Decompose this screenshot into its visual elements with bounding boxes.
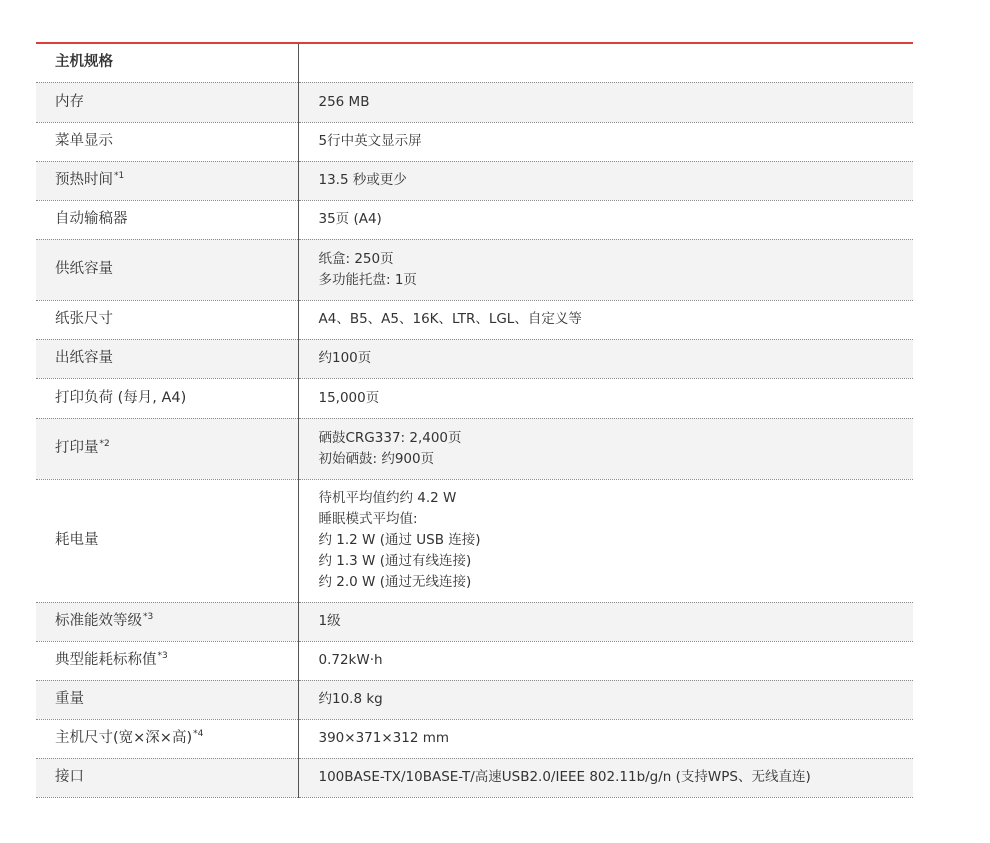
footnote-marker: *1 (114, 171, 125, 182)
section-title: 主机规格 (36, 43, 298, 82)
table-row (36, 479, 913, 602)
spec-label (36, 418, 298, 479)
spec-value-line: 待机平均值约约 4.2 W (318, 490, 457, 506)
spec-value (298, 602, 913, 641)
spec-label (36, 161, 298, 200)
spec-label (36, 300, 298, 339)
spec-value-line: 15,000页 (318, 389, 380, 406)
spec-table-body (36, 43, 913, 797)
footnote-marker: *3 (157, 651, 168, 662)
spec-value (298, 161, 913, 200)
table-row (36, 300, 913, 339)
spec-value (298, 719, 913, 758)
spec-value-line: 约 1.2 W (通过 USB 连接) (318, 532, 481, 548)
spec-value-line: 约 1.3 W (通过有线连接) (318, 553, 472, 569)
spec-label (36, 82, 298, 122)
spec-value (298, 378, 913, 418)
table-row (36, 602, 913, 641)
spec-value-line: 硒鼓CRG337: 2,400页 (318, 429, 462, 446)
spec-label-text: 纸张尺寸 (55, 311, 113, 327)
spec-value-line: 初始硒鼓: 约900页 (318, 450, 435, 467)
spec-value-line: 0.72kW·h (318, 652, 383, 668)
table-header-row (36, 43, 913, 82)
spec-value (298, 122, 913, 161)
spec-label (36, 641, 298, 680)
table-row (36, 122, 913, 161)
spec-label (36, 378, 298, 418)
table-row (36, 719, 913, 758)
spec-label (36, 758, 298, 797)
section-title-value (298, 43, 913, 82)
spec-label (36, 200, 298, 239)
spec-value-line: 约100页 (318, 350, 372, 366)
spec-table (36, 42, 913, 798)
spec-label-text: 自动输稿器 (55, 211, 128, 227)
spec-value-line: 1级 (318, 613, 341, 629)
footnote-marker: *2 (99, 439, 110, 450)
spec-value-line: 390×371×312 mm (318, 730, 450, 746)
table-row (36, 758, 913, 797)
spec-value (298, 479, 913, 602)
spec-label-text: 重量 (55, 691, 84, 707)
spec-label-text: 标准能效等级 (55, 613, 142, 629)
spec-label-text: 典型能耗标称值 (55, 652, 157, 668)
spec-label-text: 打印负荷 (每月, A4) (55, 389, 187, 406)
table-row (36, 641, 913, 680)
spec-value-line: 100BASE-TX/10BASE-T/高速USB2.0/IEEE 802.11b/g/n (支持WPS、无线直连) (318, 769, 811, 785)
spec-value-line: 多功能托盘: 1页 (318, 271, 417, 288)
spec-value-line: 256 MB (318, 93, 370, 110)
spec-value-line: 睡眠模式平均值: (318, 511, 418, 527)
spec-label-text: 主机尺寸(宽×深×高) (55, 730, 193, 746)
spec-label-text: 打印量 (55, 440, 99, 456)
footnote-marker: *3 (143, 612, 154, 623)
table-row (36, 378, 913, 418)
spec-value-line: 5行中英文显示屏 (318, 133, 422, 149)
table-row (36, 239, 913, 300)
table-row (36, 161, 913, 200)
spec-label-text: 内存 (55, 93, 84, 110)
spec-label-text: 预热时间 (55, 172, 113, 188)
spec-value-line: 13.5 秒或更少 (318, 172, 407, 188)
spec-label (36, 680, 298, 719)
spec-value (298, 641, 913, 680)
spec-value (298, 200, 913, 239)
spec-value-line: A4、B5、A5、16K、LTR、LGL、自定义等 (318, 311, 582, 327)
table-row (36, 418, 913, 479)
spec-value-line: 约10.8 kg (318, 691, 383, 707)
spec-label-text: 耗电量 (55, 532, 99, 548)
spec-value-line: 35页 (A4) (318, 211, 382, 227)
table-row (36, 82, 913, 122)
spec-value (298, 339, 913, 378)
spec-value (298, 300, 913, 339)
spec-label-text: 供纸容量 (55, 261, 113, 277)
spec-label (36, 239, 298, 300)
table-row (36, 339, 913, 378)
spec-label (36, 479, 298, 602)
footnote-marker: *4 (193, 729, 204, 740)
spec-value-line: 纸盒: 250页 (318, 250, 394, 267)
spec-value-line: 约 2.0 W (通过无线连接) (318, 574, 472, 590)
table-row (36, 680, 913, 719)
spec-value (298, 680, 913, 719)
spec-value (298, 82, 913, 122)
table-row (36, 200, 913, 239)
spec-label-text: 菜单显示 (55, 133, 113, 149)
spec-label (36, 719, 298, 758)
spec-value (298, 418, 913, 479)
spec-label (36, 122, 298, 161)
spec-value (298, 239, 913, 300)
spec-value (298, 758, 913, 797)
spec-label-text: 出纸容量 (55, 350, 113, 366)
spec-label-text: 接口 (55, 769, 84, 785)
spec-label (36, 602, 298, 641)
spec-label (36, 339, 298, 378)
